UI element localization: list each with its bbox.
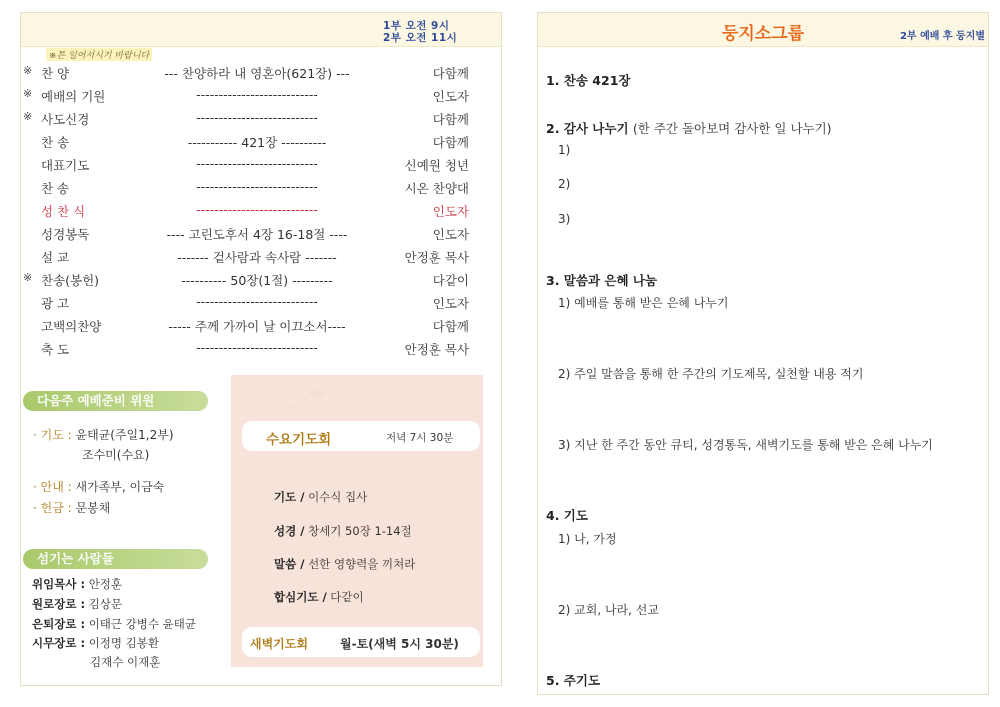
worship-order-row — [21, 63, 501, 83]
wednesday-time: 저녁 7시 30분 — [386, 432, 454, 444]
order-person: 다함께 — [432, 319, 469, 334]
worship-order-row — [21, 316, 501, 336]
server-row — [32, 576, 122, 592]
dawn-prayer-pill — [242, 627, 480, 657]
order-label: 예배의 기원 — [41, 89, 106, 104]
server-role: 시무장로 : — [32, 636, 86, 650]
order-detail: ----- 주께 가까이 날 이끄소서---- — [168, 319, 346, 334]
row-value: 이수식 집사 — [308, 490, 368, 504]
section-thanks-title: 2. 감사 나누기 — [546, 121, 629, 136]
bird-icon: 〰 — [309, 384, 326, 403]
order-label: 찬 양 — [41, 66, 70, 81]
worship-order-row — [21, 132, 501, 152]
server-row — [90, 654, 160, 670]
order-person: 다함께 — [432, 66, 469, 81]
server-role: 원로장로 : — [32, 597, 86, 611]
duty-prayer-2: 조수미(수요) — [82, 448, 150, 462]
small-group-title: 둥지소그룹 — [721, 24, 805, 44]
order-person: 인도자 — [432, 204, 469, 219]
order-label: 성 찬 식 — [41, 204, 86, 219]
row-key: 합심기도 / — [274, 590, 327, 604]
server-names: 김재수 이재훈 — [90, 655, 161, 669]
duty-prayer-1: 윤태균(주일1,2부) — [75, 428, 174, 442]
order-label: 성경봉독 — [41, 227, 90, 242]
server-names: 김상문 — [88, 597, 123, 611]
order-mark: ※ — [23, 271, 33, 284]
order-detail: --------------------------- — [196, 340, 318, 355]
small-group-subtitle: 2부 예배 후 둥지별 — [899, 31, 985, 42]
wednesday-title-pill — [242, 421, 480, 451]
row-value: 선한 영향력을 끼쳐라 — [308, 557, 416, 571]
order-detail: --------------------------- — [196, 156, 318, 171]
order-person: 인도자 — [432, 296, 469, 311]
order-mark: ※ — [23, 110, 33, 123]
row-key: 성경 / — [274, 524, 305, 538]
order-person: 인도자 — [432, 89, 469, 104]
wednesday-sermon — [274, 556, 415, 572]
service-time-1: 1부 오전 9시 — [383, 20, 450, 32]
duty-guide-value: 새가족부, 이금숙 — [75, 480, 165, 494]
list-item: 1) 예배를 통해 받은 은혜 나누기 — [558, 296, 729, 310]
order-person: 시온 찬양대 — [404, 181, 469, 196]
server-names: 이정명 김봉환 — [88, 636, 160, 650]
wednesday-scripture — [274, 523, 412, 539]
wednesday-service-box — [231, 375, 483, 667]
order-label: 축 도 — [41, 342, 70, 357]
order-mark: ※ — [23, 64, 33, 77]
dawn-time: 월-토(새벽 5시 30분) — [340, 637, 459, 651]
server-names: 안정훈 — [88, 577, 123, 591]
order-label: 찬송(봉헌) — [41, 273, 100, 288]
worship-order-row — [21, 201, 501, 221]
worship-order-row — [21, 178, 501, 198]
order-person: 인도자 — [432, 227, 469, 242]
row-value: 창세기 50장 1-14절 — [308, 524, 412, 538]
bird-icon: 〰 — [286, 401, 300, 416]
wednesday-title: 수요기도회 — [266, 432, 332, 448]
worship-order-row — [21, 293, 501, 313]
list-item: 3) 지난 한 주간 동안 큐티, 성경통독, 새벽기도를 통해 받은 은혜 나누기 — [558, 438, 933, 452]
order-label: 고백의찬양 — [41, 319, 102, 334]
section-word: 3. 말씀과 은혜 나눔 — [546, 273, 658, 288]
order-label: 찬 송 — [41, 135, 70, 150]
dawn-title: 새벽기도회 — [250, 637, 308, 651]
server-names: 이태근 강병수 윤태균 — [88, 617, 196, 631]
server-row — [32, 596, 122, 612]
list-item: 3) — [558, 212, 571, 226]
worship-order-row — [21, 155, 501, 175]
order-label: 광 고 — [41, 296, 70, 311]
duty-prayer — [33, 426, 174, 443]
duty-offering-value: 문봉채 — [75, 501, 111, 515]
order-detail: ----------- 421장 ---------- — [187, 135, 327, 150]
order-label: 설 교 — [41, 250, 70, 265]
service-time-2: 2부 오전 11시 — [383, 32, 458, 44]
next-week-title: 다음주 예배준비 위원 — [23, 391, 208, 411]
section-lords-prayer: 5. 주기도 — [546, 673, 601, 688]
small-group-panel — [537, 12, 989, 695]
bulletin-worship-panel — [20, 12, 502, 686]
duty-prayer-key: · 기도 : — [33, 428, 72, 442]
list-item: 2) 교회, 나라, 선교 — [558, 603, 659, 617]
worship-order-row — [21, 224, 501, 244]
row-value: 다같이 — [330, 590, 364, 604]
duty-guide-key: · 안내 : — [33, 480, 72, 494]
worship-order-row — [21, 86, 501, 106]
duty-offering — [33, 499, 110, 516]
order-person: 안정훈 목사 — [404, 250, 469, 265]
worship-order-row — [21, 339, 501, 359]
list-item: 1) — [558, 143, 571, 157]
order-person: 신예원 청년 — [404, 158, 469, 173]
order-label: 찬 송 — [41, 181, 70, 196]
worship-header — [21, 13, 501, 47]
order-person: 다함께 — [432, 135, 469, 150]
small-group-header — [538, 13, 988, 47]
duty-guide — [33, 478, 164, 495]
list-item: 2) — [558, 177, 571, 191]
order-mark: ※ — [23, 87, 33, 100]
standing-note: ※튼 일어서시기 바랍니다 — [46, 48, 152, 61]
order-detail: --- 찬양하라 내 영혼아(621장) --- — [164, 66, 350, 81]
order-detail: ---------- 50장(1절) --------- — [181, 273, 333, 288]
order-detail: ------- 겉사람과 속사람 ------- — [177, 250, 337, 265]
list-item: 2) 주일 말씀을 통해 한 주간의 기도제목, 실천할 내용 적기 — [558, 367, 864, 381]
section-prayer: 4. 기도 — [546, 508, 588, 523]
duty-offering-key: · 헌금 : — [33, 501, 72, 515]
row-key: 기도 / — [274, 490, 305, 504]
worship-order-row — [21, 247, 501, 267]
server-row — [32, 635, 159, 651]
server-row — [32, 616, 196, 632]
order-detail: --------------------------- — [196, 87, 318, 102]
servers-title: 섬기는 사람들 — [23, 549, 208, 569]
order-label: 사도신경 — [41, 112, 90, 127]
server-role: 은퇴장로 : — [32, 617, 86, 631]
worship-order-row — [21, 270, 501, 290]
order-person: 다함께 — [432, 112, 469, 127]
wednesday-prayer — [274, 489, 367, 505]
order-detail: --------------------------- — [196, 110, 318, 125]
order-detail: --------------------------- — [196, 202, 318, 217]
worship-order-row — [21, 109, 501, 129]
list-item: 1) 나, 가정 — [558, 532, 617, 546]
row-key: 말씀 / — [274, 557, 305, 571]
order-person: 다같이 — [432, 273, 469, 288]
section-thanks-note: (한 주간 돌아보며 감사한 일 나누기) — [632, 121, 832, 136]
order-label: 대표기도 — [41, 158, 90, 173]
wednesday-group-prayer — [274, 589, 364, 605]
order-detail: --------------------------- — [196, 179, 318, 194]
section-thanks — [546, 119, 832, 137]
order-person: 안정훈 목사 — [404, 342, 469, 357]
order-detail: --------------------------- — [196, 294, 318, 309]
order-detail: ---- 고린도후서 4장 16-18절 ---- — [166, 227, 348, 242]
section-hymn: 1. 찬송 421장 — [546, 73, 631, 88]
server-role: 위임목사 : — [32, 577, 86, 591]
